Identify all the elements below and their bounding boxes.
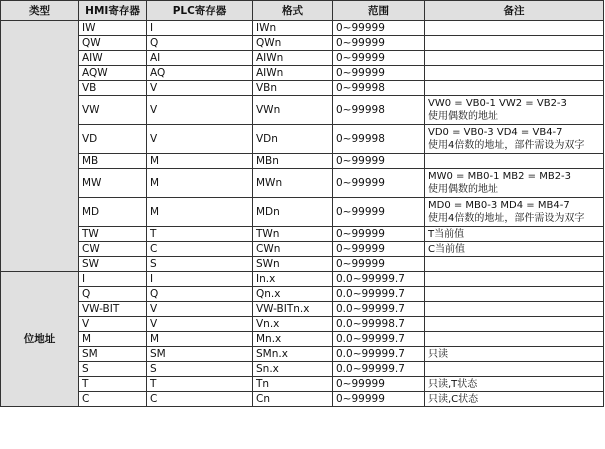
hmi-register-cell: MD	[79, 198, 147, 227]
remarks-cell	[425, 377, 604, 392]
remark-line: 使用偶数的地址	[428, 184, 498, 195]
plc-register-cell: C	[147, 392, 253, 407]
plc-register-cell: V	[147, 302, 253, 317]
header-remarks: 备注	[425, 1, 604, 21]
table-row	[1, 154, 604, 169]
table-row	[1, 242, 604, 257]
table-row	[1, 96, 604, 125]
format-cell: VDn	[253, 125, 333, 154]
remarks-cell	[425, 81, 604, 96]
format-cell: VBn	[253, 81, 333, 96]
table-row	[1, 287, 604, 302]
table-row	[1, 36, 604, 51]
range-cell: 0~99999	[333, 66, 425, 81]
hmi-register-cell: VD	[79, 125, 147, 154]
format-cell: QWn	[253, 36, 333, 51]
range-cell: 0~99999	[333, 51, 425, 66]
table-row	[1, 362, 604, 377]
plc-register-cell: T	[147, 227, 253, 242]
remark-line: VD0 = VB0-3 VD4 = VB4-7	[428, 127, 563, 138]
plc-register-cell: V	[147, 81, 253, 96]
format-cell: AIWn	[253, 66, 333, 81]
format-cell: TWn	[253, 227, 333, 242]
hmi-register-cell: VB	[79, 81, 147, 96]
plc-register-cell: V	[147, 317, 253, 332]
range-cell: 0~99999	[333, 377, 425, 392]
remarks-cell	[425, 392, 604, 407]
hmi-register-cell: MB	[79, 154, 147, 169]
range-cell: 0~99999	[333, 36, 425, 51]
remarks-cell	[425, 96, 604, 125]
plc-register-cell: S	[147, 257, 253, 272]
hmi-register-cell: V	[79, 317, 147, 332]
header-hmi-register: HMI寄存器	[79, 1, 147, 21]
remarks-cell	[425, 272, 604, 287]
format-cell: CWn	[253, 242, 333, 257]
plc-register-cell: M	[147, 169, 253, 198]
hmi-register-cell: C	[79, 392, 147, 407]
remark-line: C当前值	[428, 243, 465, 255]
format-cell: VWn	[253, 96, 333, 125]
range-cell: 0.0~99999.7	[333, 302, 425, 317]
remark-line: 使用4倍数的地址，部件需设为双字	[428, 213, 585, 224]
hmi-register-cell: TW	[79, 227, 147, 242]
range-cell: 0~99999	[333, 21, 425, 36]
remarks-cell	[425, 257, 604, 272]
remarks-cell	[425, 227, 604, 242]
format-cell: Tn	[253, 377, 333, 392]
hmi-register-cell: VW	[79, 96, 147, 125]
remarks-cell	[425, 66, 604, 81]
remarks-cell	[425, 332, 604, 347]
remarks-cell	[425, 317, 604, 332]
table-row	[1, 257, 604, 272]
hmi-register-cell: CW	[79, 242, 147, 257]
plc-register-cell: S	[147, 362, 253, 377]
hmi-register-cell: SM	[79, 347, 147, 362]
table-row	[1, 125, 604, 154]
hmi-register-cell: S	[79, 362, 147, 377]
header-format: 格式	[253, 1, 333, 21]
hmi-register-cell: T	[79, 377, 147, 392]
format-cell: AIWn	[253, 51, 333, 66]
table-row	[1, 332, 604, 347]
hmi-register-cell: MW	[79, 169, 147, 198]
remark-line: 只读,C状态	[428, 393, 479, 405]
plc-register-cell: V	[147, 96, 253, 125]
table-row	[1, 317, 604, 332]
remarks-cell	[425, 347, 604, 362]
table-row	[1, 227, 604, 242]
range-cell: 0~99999	[333, 198, 425, 227]
remark-line: MW0 = MB0-1 MB2 = MB2-3	[428, 171, 572, 182]
plc-register-cell: SM	[147, 347, 253, 362]
table-row	[1, 51, 604, 66]
remark-line: 使用4倍数的地址，部件需设为双字	[428, 140, 585, 151]
header-plc-register: PLC寄存器	[147, 1, 253, 21]
format-cell: Mn.x	[253, 332, 333, 347]
format-cell: Qn.x	[253, 287, 333, 302]
format-cell: Cn	[253, 392, 333, 407]
range-cell: 0~99998	[333, 96, 425, 125]
range-cell: 0~99999	[333, 169, 425, 198]
format-cell: SMn.x	[253, 347, 333, 362]
hmi-register-cell: AIW	[79, 51, 147, 66]
table-row	[1, 347, 604, 362]
format-cell: Vn.x	[253, 317, 333, 332]
range-cell: 0~99999	[333, 154, 425, 169]
hmi-register-cell: SW	[79, 257, 147, 272]
plc-register-cell: T	[147, 377, 253, 392]
table-row	[1, 392, 604, 407]
format-cell: Sn.x	[253, 362, 333, 377]
remarks-cell	[425, 51, 604, 66]
plc-register-cell: M	[147, 154, 253, 169]
remarks-cell	[425, 169, 604, 198]
range-cell: 0~99999	[333, 242, 425, 257]
remarks-cell	[425, 302, 604, 317]
remarks-cell	[425, 362, 604, 377]
range-cell: 0~99998	[333, 125, 425, 154]
plc-register-cell: AQ	[147, 66, 253, 81]
format-cell: MDn	[253, 198, 333, 227]
plc-register-cell: C	[147, 242, 253, 257]
remark-line: T当前值	[428, 228, 465, 240]
header-type: 类型	[1, 1, 79, 21]
table-row	[1, 272, 604, 287]
hmi-register-cell: I	[79, 272, 147, 287]
table-row	[1, 81, 604, 96]
remarks-cell	[425, 198, 604, 227]
remark-line: 只读,T状态	[428, 378, 478, 390]
group-label	[1, 21, 79, 272]
format-cell: In.x	[253, 272, 333, 287]
remarks-cell	[425, 154, 604, 169]
plc-register-cell: Q	[147, 287, 253, 302]
range-cell: 0~99999	[333, 257, 425, 272]
remark-line: 使用偶数的地址	[428, 111, 498, 122]
remarks-cell	[425, 125, 604, 154]
table-row	[1, 169, 604, 198]
range-cell: 0~99999	[333, 392, 425, 407]
range-cell: 0~99998	[333, 81, 425, 96]
plc-register-cell: M	[147, 198, 253, 227]
plc-register-cell: V	[147, 125, 253, 154]
hmi-register-cell: IW	[79, 21, 147, 36]
hmi-register-cell: AQW	[79, 66, 147, 81]
hmi-register-cell: Q	[79, 287, 147, 302]
hmi-register-cell: QW	[79, 36, 147, 51]
table-row	[1, 302, 604, 317]
table-row	[1, 21, 604, 36]
range-cell: 0.0~99999.7	[333, 272, 425, 287]
remark-line: 只读	[428, 348, 448, 360]
table-body	[1, 21, 604, 407]
hmi-register-cell: VW-BIT	[79, 302, 147, 317]
table-row	[1, 198, 604, 227]
plc-register-cell: I	[147, 272, 253, 287]
range-cell: 0.0~99999.7	[333, 332, 425, 347]
plc-register-cell: Q	[147, 36, 253, 51]
format-cell: MBn	[253, 154, 333, 169]
remark-line: MD0 = MB0-3 MD4 = MB4-7	[428, 200, 570, 211]
range-cell: 0~99999	[333, 227, 425, 242]
format-cell: IWn	[253, 21, 333, 36]
remarks-cell	[425, 287, 604, 302]
remark-line: VW0 = VB0-1 VW2 = VB2-3	[428, 98, 567, 109]
remarks-cell	[425, 242, 604, 257]
group-label: 位地址	[1, 272, 79, 407]
range-cell: 0.0~99999.7	[333, 287, 425, 302]
range-cell: 0.0~99998.7	[333, 317, 425, 332]
range-cell: 0.0~99999.7	[333, 362, 425, 377]
plc-register-cell: I	[147, 21, 253, 36]
format-cell: MWn	[253, 169, 333, 198]
remarks-cell	[425, 36, 604, 51]
plc-register-cell: M	[147, 332, 253, 347]
remarks-cell	[425, 21, 604, 36]
format-cell: SWn	[253, 257, 333, 272]
hmi-register-cell: M	[79, 332, 147, 347]
format-cell: VW-BITn.x	[253, 302, 333, 317]
table-row	[1, 66, 604, 81]
plc-register-cell: AI	[147, 51, 253, 66]
table-row	[1, 377, 604, 392]
header-range: 范围	[333, 1, 425, 21]
header-row	[1, 1, 604, 21]
range-cell: 0.0~99999.7	[333, 347, 425, 362]
